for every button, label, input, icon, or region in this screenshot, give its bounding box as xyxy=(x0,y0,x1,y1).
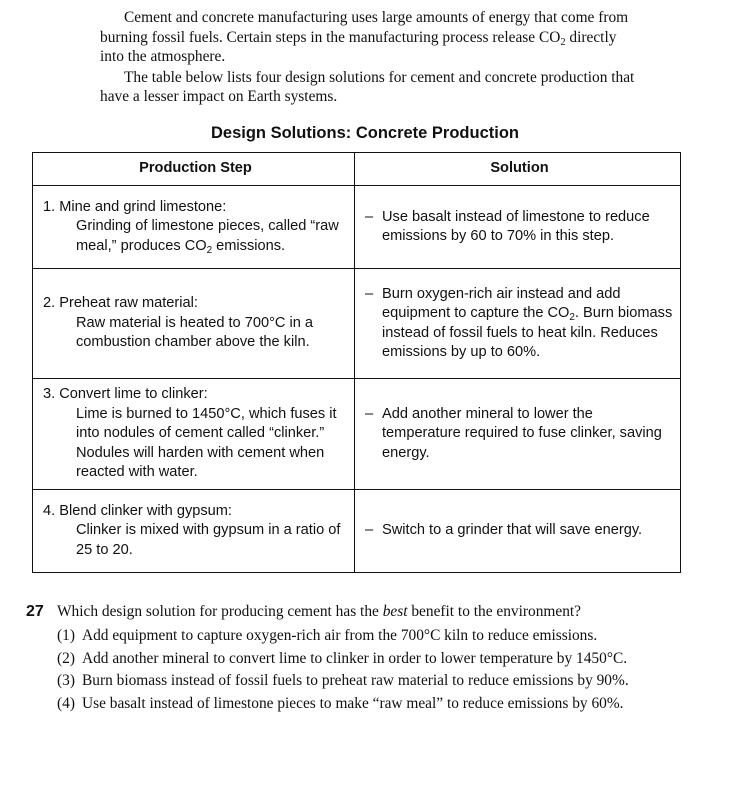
step-title: 3. Convert lime to clinker: xyxy=(43,386,208,403)
solution-cell xyxy=(355,186,681,269)
option-number: (2) xyxy=(57,649,75,667)
step-title: 4. Blend clinker with gypsum: xyxy=(43,502,232,519)
step-cell xyxy=(33,490,355,573)
option-number: (3) xyxy=(57,672,75,690)
solution-text: – Add another mineral to lower the temperature required to fuse clinker, saving energy. xyxy=(365,405,662,461)
dash-marker: – xyxy=(365,405,374,422)
intro-p1-text-end: directly into the atmosphere. xyxy=(100,28,617,66)
solution-text: – Switch to a grinder that will save energy. xyxy=(365,521,674,541)
step-description: Raw material is heated to 700°C in a combustion chamber above the kiln. xyxy=(76,314,314,351)
step-title: 1. Mine and grind limestone: xyxy=(43,198,227,215)
question-27 xyxy=(26,602,632,716)
dash-marker: – xyxy=(365,285,374,302)
step-cell xyxy=(33,186,355,269)
table-row xyxy=(33,269,681,379)
intro-paragraph-2: The table below lists four design solutions for cement and concrete production that have a lesser impact on Earth systems. xyxy=(100,68,635,106)
table-row xyxy=(33,490,681,573)
intro-passage xyxy=(100,8,640,107)
step-description: Lime is burned to 1450°C, which fuses it into nodules of cement called “clinker.” Nodules will harden with cement when reacted with water. xyxy=(76,405,337,481)
dash-marker: – xyxy=(365,208,374,225)
question-number: 27 xyxy=(26,603,44,620)
option-number: (4) xyxy=(57,694,75,712)
dash-marker: – xyxy=(365,522,374,539)
option-text: Add equipment to capture oxygen-rich air from the 700°C kiln to reduce emissions. xyxy=(82,627,598,645)
solution-cell xyxy=(355,379,681,490)
solution-text: – Use basalt instead of limestone to reduce emissions by 60 to 70% in this step. xyxy=(365,208,650,244)
answer-option-1[interactable] xyxy=(57,626,632,646)
option-number: (1) xyxy=(57,627,75,645)
solution-cell xyxy=(355,269,681,379)
solution-text: – Burn oxygen-rich air instead and add equipment to capture the $CO_2$. Burn biomass instead of fossil fuels to heat kiln. Reduces emissions by up to 60%. xyxy=(365,285,673,360)
answer-option-2[interactable] xyxy=(57,649,632,669)
intro-p1-text: Cement and concrete manufacturing uses large amounts of energy that come from burning fossil fuels. Certain steps in the manufacturing process release CO xyxy=(100,9,629,46)
option-text: Add another mineral to convert lime to clinker in order to lower temperature by 1450°C. xyxy=(82,649,628,667)
option-text: Use basalt instead of limestone pieces to make “raw meal” to reduce emissions by 60%. xyxy=(82,694,624,712)
solution-cell xyxy=(355,490,681,573)
question-stem: Which design solution for producing cement has the best benefit to the environment? xyxy=(57,603,582,620)
table-title: Design Solutions: Concrete Production xyxy=(210,124,519,142)
table-row xyxy=(33,379,681,490)
emphasis-best: best xyxy=(382,603,408,620)
answer-option-3[interactable] xyxy=(57,671,632,691)
answer-option-4[interactable] xyxy=(57,694,632,714)
header-production-step: Production Step xyxy=(33,153,355,186)
step-cell xyxy=(33,269,355,379)
table-header-row xyxy=(33,153,681,186)
step-cell xyxy=(33,379,355,490)
intro-paragraph-1 xyxy=(100,8,640,67)
option-text: Burn biomass instead of fossil fuels to preheat raw material to reduce emissions by 90%. xyxy=(82,672,629,690)
table-row xyxy=(33,186,681,269)
step-description: Clinker is mixed with gypsum in a ratio of 25 to 20. xyxy=(76,522,341,558)
answer-options xyxy=(57,626,632,714)
header-solution: Solution xyxy=(355,153,681,186)
co2-subscript: 2 xyxy=(560,36,566,48)
step-description: Grinding of limestone pieces, called “raw meal,” produces $CO_2$ emissions. xyxy=(76,218,339,256)
step-title: 2. Preheat raw material: xyxy=(43,295,198,312)
design-solutions-table xyxy=(32,152,681,573)
